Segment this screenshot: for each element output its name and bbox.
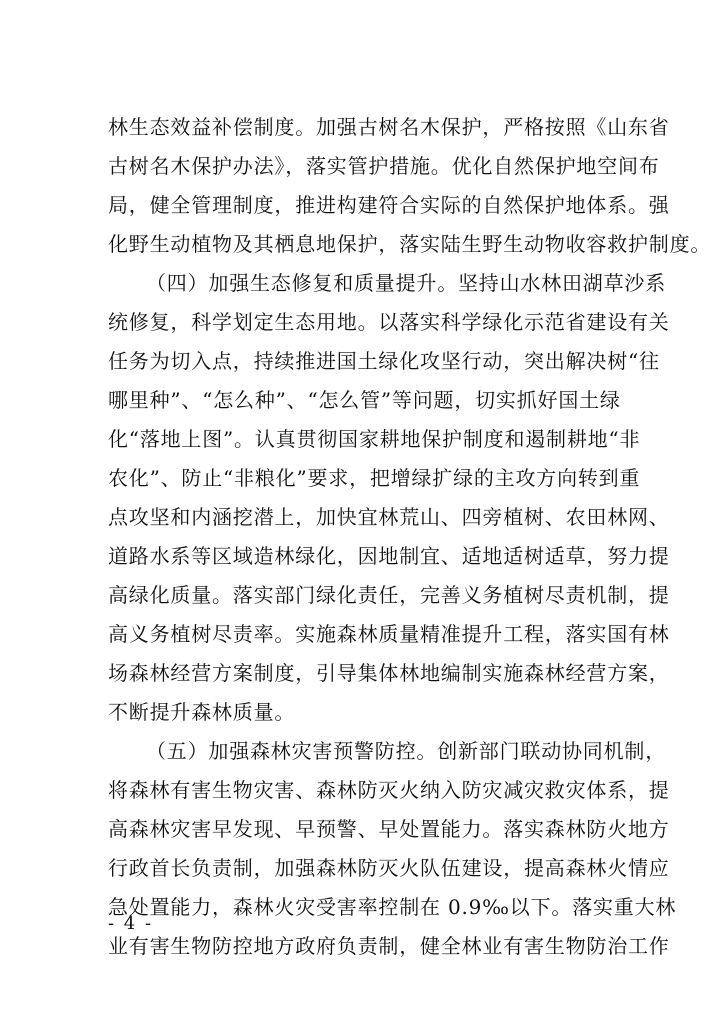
section-5-line: 行政首长负责制，加强森林防灭火队伍建设，提高森林火情应 bbox=[108, 856, 670, 880]
paragraph-line-2: 古树名木保护办法》，落实管护措施。优化自然保护地空间布 bbox=[108, 154, 660, 178]
section-4-line: 统修复，科学划定生态用地。以落实科学绿化示范省建设有关 bbox=[108, 310, 670, 334]
paragraph-line-3: 局，健全管理制度，推进构建符合实际的自然保护地体系。强 bbox=[108, 193, 670, 217]
section-4-line: 农化”、防止“非粮化”要求，把增绿扩绿的主攻方向转到重 bbox=[108, 466, 641, 490]
paragraph-line-1: 林生态效益补偿制度。加强古树名木保护，严格按照《山东省 bbox=[108, 115, 670, 139]
section-5-first-line-text: 创新部门联动协同机制， bbox=[437, 739, 667, 763]
section-4-heading: （四）加强生态修复和质量提升。 bbox=[146, 271, 458, 295]
section-4-first-line bbox=[108, 264, 666, 303]
section-5-line: 高森林灾害早发现、早预警、早处置能力。落实森林防火地方 bbox=[108, 817, 670, 841]
section-4-line: 场森林经营方案制度，引导集体林地编制实施森林经营方案， bbox=[108, 661, 670, 685]
section-4-line: 哪里种”、“怎么种”、“怎么管”等问题，切实抓好国土绿 bbox=[108, 388, 621, 412]
document-body bbox=[108, 108, 712, 966]
section-4-line: 高绿化质量。落实部门绿化责任，完善义务植树尽责机制，提 bbox=[108, 583, 670, 607]
section-4-line: 任务为切入点，持续推进国土绿化攻坚行动，突出解决树“往 bbox=[108, 349, 660, 373]
section-5-heading: （五）加强森林灾害预警防控。 bbox=[146, 739, 438, 763]
section-4-line: 点攻坚和内涵挖潜上，加快宜林荒山、四旁植树、农田林网、 bbox=[108, 505, 670, 529]
page-number: - 4 - bbox=[108, 913, 154, 934]
section-4-line: 化“落地上图”。认真贯彻国家耕地保护制度和遏制耕地“非 bbox=[108, 427, 641, 451]
section-4-line: 不断提升森林质量。 bbox=[108, 700, 296, 724]
section-4-line: 道路水系等区域造林绿化，因地制宜、适地适树适草，努力提 bbox=[108, 544, 670, 568]
section-5-first-line bbox=[108, 732, 667, 771]
section-4-first-line-text: 坚持山水林田湖草沙系 bbox=[458, 271, 666, 295]
section-5-line: 业有害生物防控地方政府负责制，健全林业有害生物防治工作 bbox=[108, 934, 670, 958]
section-5-line: 急处置能力，森林火灾受害率控制在 0.9‰以下。落实重大林 bbox=[108, 895, 677, 919]
section-5-line: 将森林有害生物灾害、森林防灭火纳入防灾减灾救灾体系，提 bbox=[108, 778, 670, 802]
paragraph-line-4: 化野生动植物及其栖息地保护，落实陆生野生动物收容救护制度。 bbox=[108, 232, 712, 256]
section-4-line: 高义务植树尽责率。实施森林质量精准提升工程，落实国有林 bbox=[108, 622, 670, 646]
